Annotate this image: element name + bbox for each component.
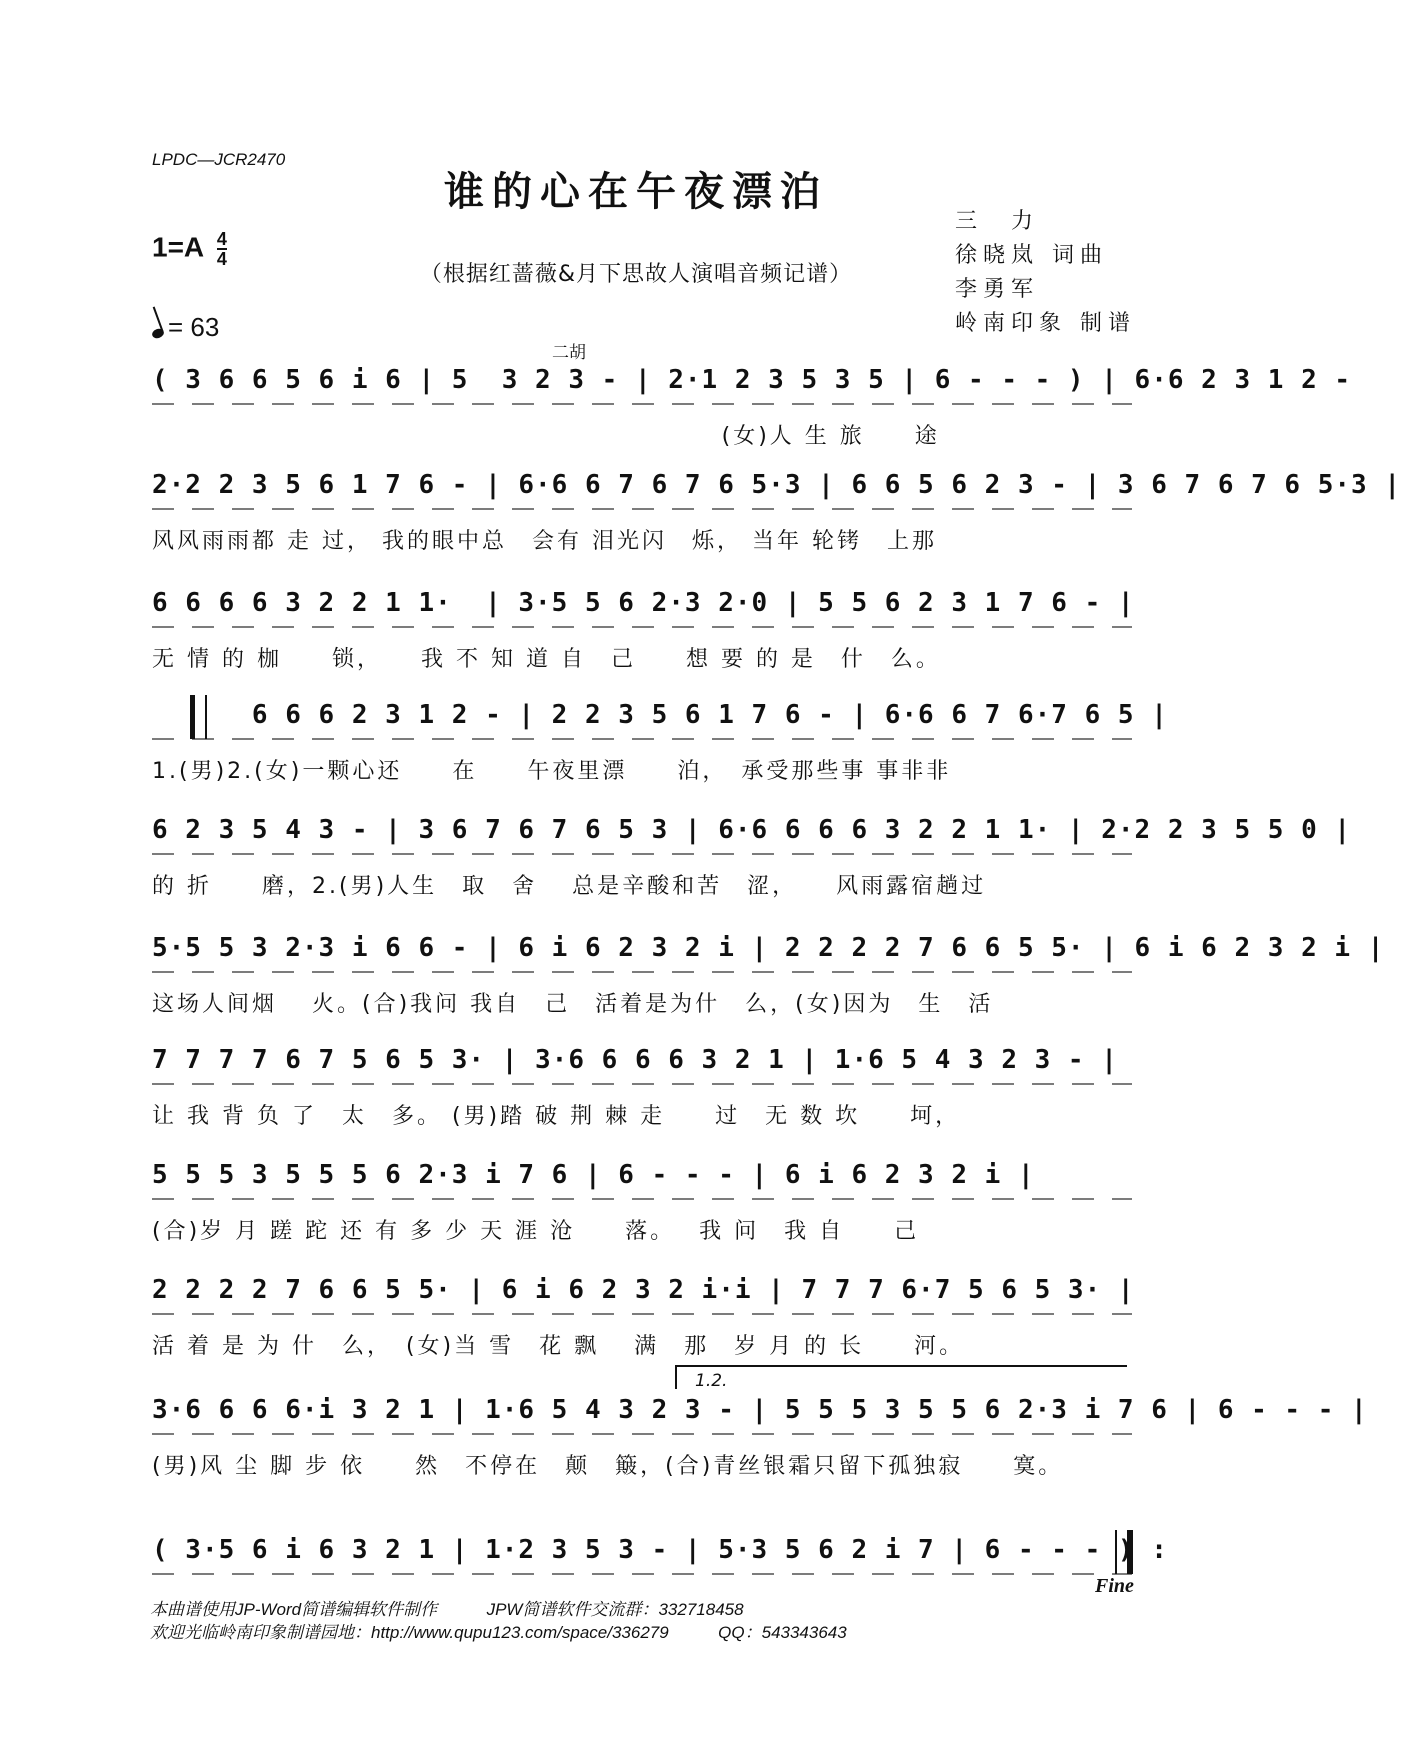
lyrics-line: 1.(男)2.(女)一颗心还 在 午夜里漂 泊， 承受那些事 事非非 [152,759,952,784]
footer-website-link[interactable]: 欢迎光临岭南印象制谱园地：http://www.qupu123.com/space/336279 [150,1623,669,1642]
notation-line: 6 6 6 2 3 1 2 - | 2 2 3 5 6 1 7 6 - | 6·6 6 7 6·7 6 5 | [152,700,1132,744]
tempo-marking [152,312,219,343]
notation-line: 5·5 5 3 2·3 i 6 6 - | 6 i 6 2 3 2 i | 2 2 2 2 7 6 6 5 5· | 6 i 6 2 3 2 i | [152,933,1132,977]
tempo-value: = 63 [168,312,220,342]
notation-line: ( 3 6 6 5 6 i 6 | 5 3 2 3 - | 2·1 2 3 5 3 5 | 6 - - - ) | 6·6 2 3 1 2 - [152,365,1132,409]
notation-line: 6 6 6 6 3 2 2 1 1· | 3·5 5 6 2·3 2·0 | 5 5 6 2 3 1 7 6 - | [152,588,1132,632]
time-sig-bottom: 4 [216,249,227,269]
lyrics-line: (男)风 尘 脚 步 依 然 不停在 颠 簸，(合)青丝银霜只留下孤独寂 寞。 [152,1454,1064,1479]
footer-line-1 [150,1595,744,1620]
lyrics-line: 让 我 背 负 了 太 多。 (男)踏 破 荆 棘 走 过 无 数 坎 坷， [152,1104,961,1129]
song-title: 谁的心在午夜漂泊 [444,168,828,215]
footer-software-note: 本曲谱使用JP-Word简谱编辑软件制作 [150,1600,438,1619]
volta-label: 1.2. [695,1371,728,1391]
credit-line-2: 徐晓岚 词曲 [955,243,1108,268]
footer-qq: QQ：543343643 [718,1623,847,1642]
time-sig-top: 4 [216,229,227,249]
subtitle: （根据红蔷薇&月下思故人演唱音频记谱） [419,262,853,287]
quarter-note-icon [151,327,165,340]
lyrics-line: 风风雨雨都 走 过， 我的眼中总 会有 泪光闪 烁， 当年 轮铐 上那 [152,529,937,554]
notation-line: 5 5 5 3 5 5 5 6 2·3 i 7 6 | 6 - - - | 6 i 6 2 3 2 i | [152,1160,1132,1204]
key-label: 1=A [152,231,204,263]
credit-line-3: 李勇军 [955,277,1040,302]
lyrics-line: 的 折 磨，2.(男)人生 取 舍 总是辛酸和苦 涩， 风雨露宿趟过 [152,874,987,899]
instrument-label: 二胡 [552,343,586,363]
notation-line: 3·6 6 6 6·i 3 2 1 | 1·6 5 4 3 2 3 - | 5 5 5 3 5 5 6 2·3 i 7 6 | 6 - - - | [152,1395,1132,1439]
footer-line-2 [150,1618,847,1643]
credits [955,205,1136,341]
notation-line: 7 7 7 7 6 7 5 6 5 3· | 3·6 6 6 6 3 2 1 | 1·6 5 4 3 2 3 - | [152,1045,1132,1089]
volta-bracket [675,1365,1127,1389]
score-code: LPDC—JCR2470 [152,150,286,169]
footer-group-note: JPW简谱软件交流群：332718458 [486,1600,744,1619]
lyrics-line: (合)岁 月 蹉 跎 还 有 多 少 天 涯 沧 落。 我 问 我 自 己 [152,1219,920,1244]
credit-line-1: 三 力 [955,209,1040,234]
repeat-end-barline [1115,1530,1133,1574]
notation-line: 2 2 2 2 7 6 6 5 5· | 6 i 6 2 3 2 i·i | 7 7 7 6·7 5 6 5 3· | [152,1275,1132,1319]
notation-line: ( 3·5 6 i 6 3 2 1 | 1·2 3 5 3 - | 5·3 5 6 2 i 7 | 6 - - - ) : [152,1535,1132,1579]
notation-line: 6 2 3 5 4 3 - | 3 6 7 6 7 6 5 3 | 6·6 6 6 6 3 2 2 1 1· | 2·2 2 3 5 5 0 | [152,815,1132,859]
lyrics-line: (女)人 生 旅 途 [152,424,940,449]
lyrics-line: 活 着 是 为 什 么， (女)当 雪 花 飘 满 那 岁 月 的 长 河。 [152,1334,965,1359]
fine-marking: Fine [1095,1575,1134,1597]
lyrics-line: 无 情 的 枷 锁， 我 不 知 道 自 己 想 要 的 是 什 么。 [152,647,941,672]
notation-line: 2·2 2 3 5 6 1 7 6 - | 6·6 6 7 6 7 6 5·3 | 6 6 5 6 2 3 - | 3 6 7 6 7 6 5·3 | [152,470,1132,514]
credit-line-4: 岭南印象 制谱 [955,311,1136,336]
lyrics-line: 这场人间烟 火。(合)我问 我自 己 活着是为什 么，(女)因为 生 活 [152,992,994,1017]
